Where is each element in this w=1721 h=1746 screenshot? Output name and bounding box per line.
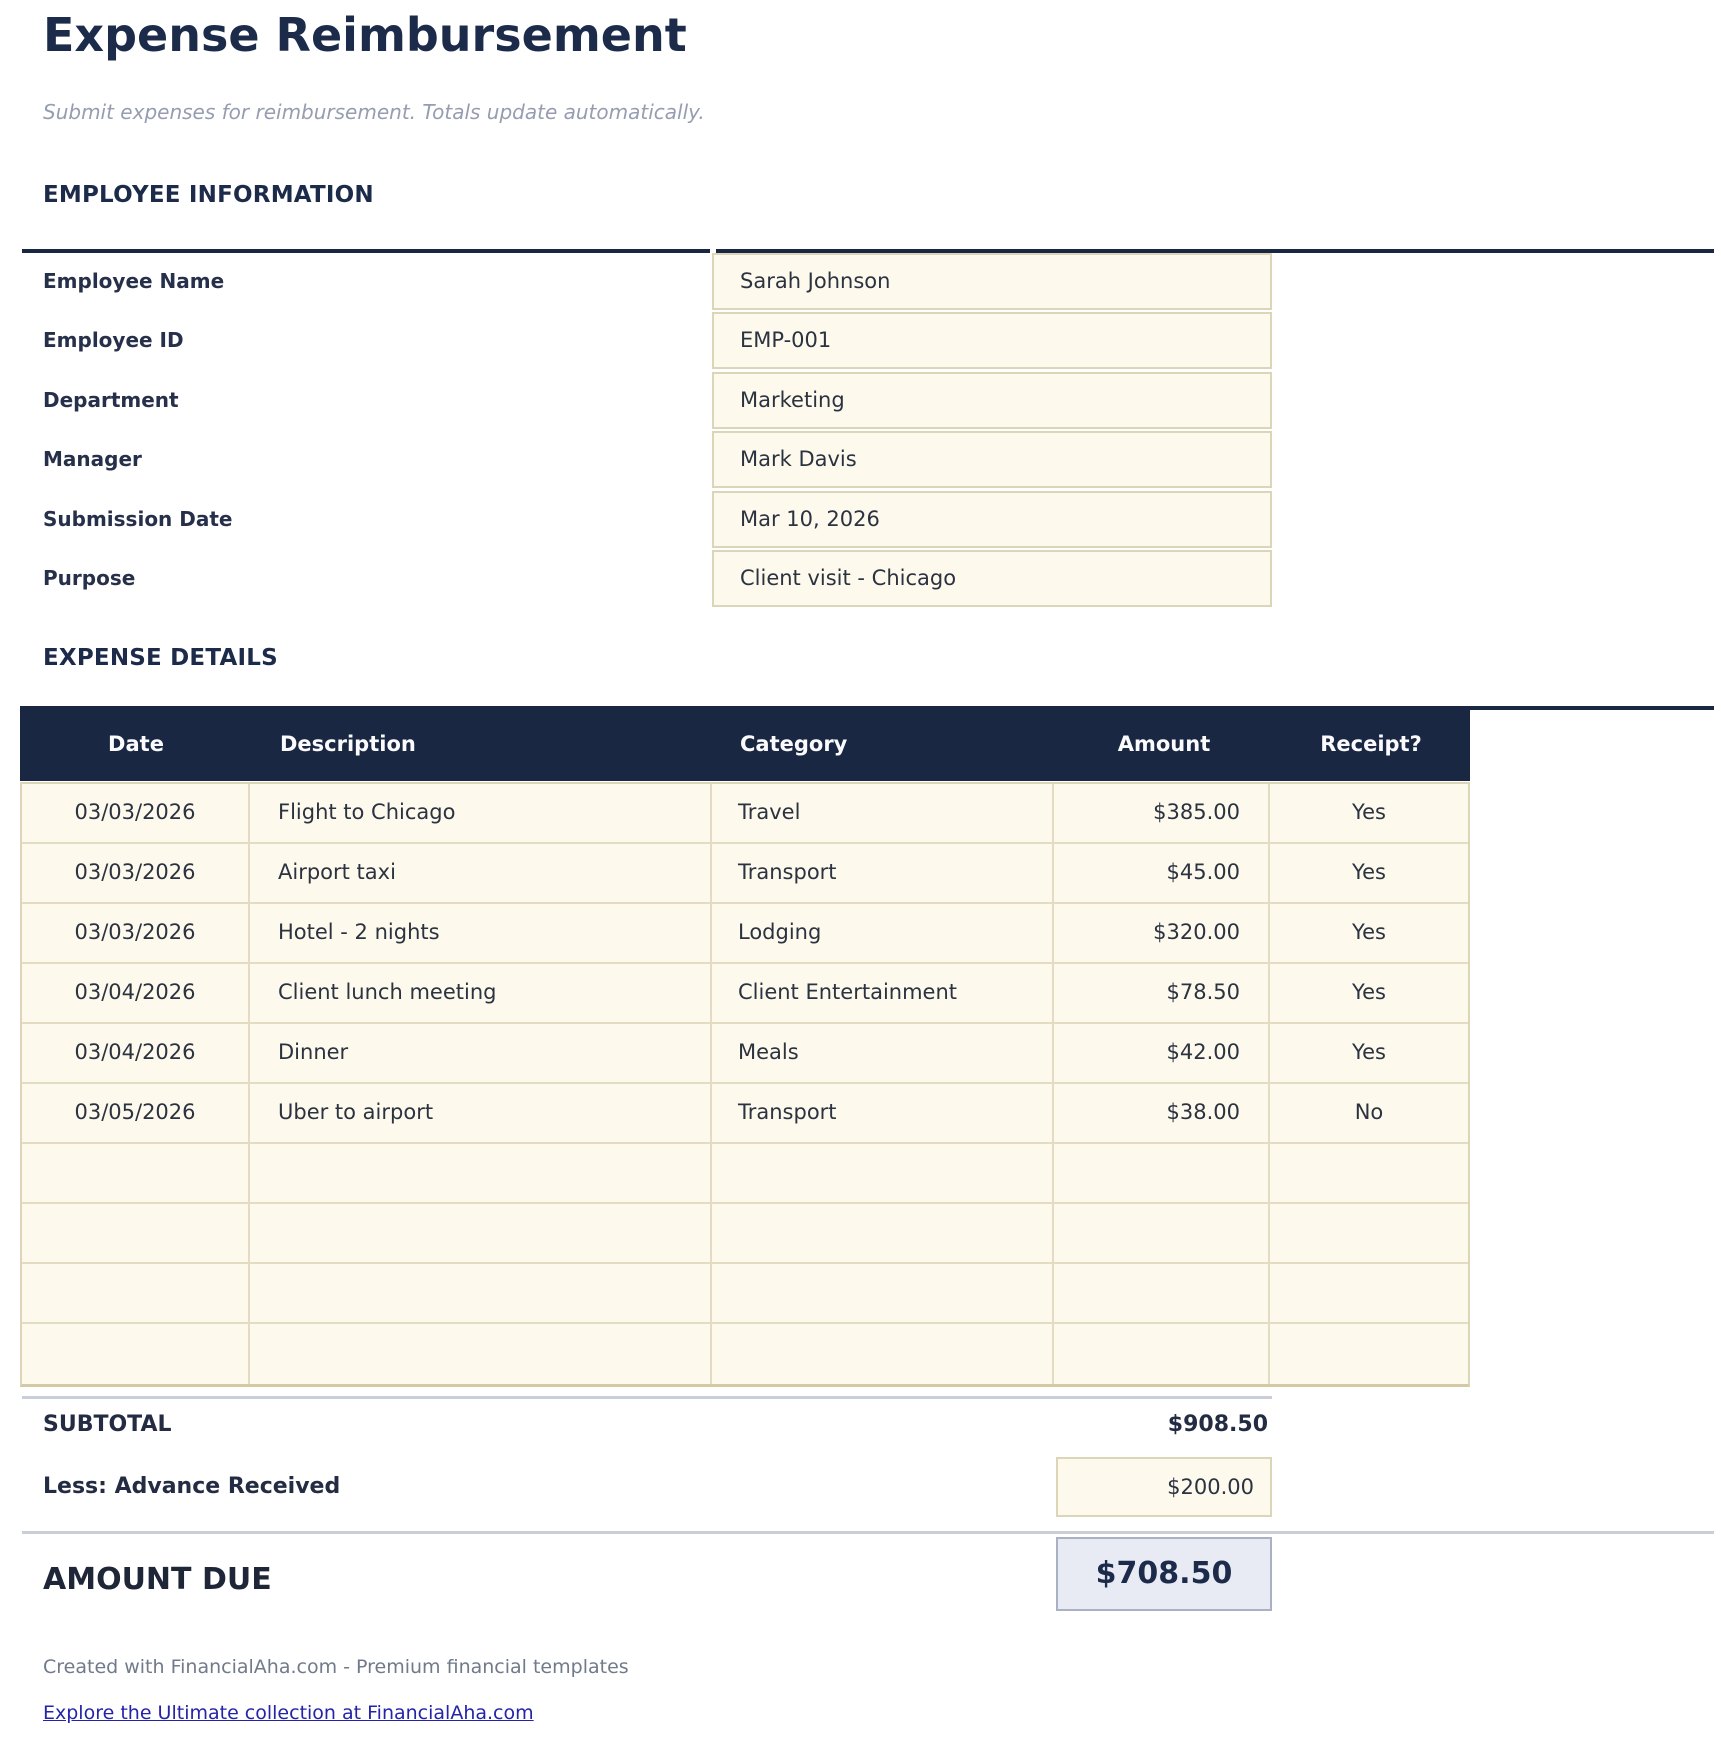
advance-received-field[interactable]: $200.00 [1056, 1457, 1272, 1517]
column-header-category: Category [740, 731, 848, 756]
cell-amount[interactable] [1054, 1204, 1270, 1262]
subtotal-value: $908.50 [1167, 1412, 1268, 1437]
cell-date[interactable]: 03/04/2026 [22, 1024, 250, 1082]
employee-name-row [0, 253, 1721, 310]
cell-amount[interactable]: $78.50 [1054, 964, 1270, 1022]
cell-description[interactable] [250, 1204, 712, 1262]
cell-date[interactable]: 03/05/2026 [22, 1084, 250, 1142]
purpose-field[interactable]: Client visit - Chicago [712, 550, 1272, 607]
purpose-row [0, 550, 1721, 607]
cell-amount[interactable] [1054, 1264, 1270, 1322]
cell-date[interactable] [22, 1324, 250, 1384]
amount-due-divider [22, 1531, 1714, 1534]
column-header-amount: Amount [1117, 731, 1211, 756]
cell-receipt[interactable] [1270, 1144, 1468, 1202]
cell-category[interactable]: Lodging [712, 904, 1054, 962]
cell-receipt[interactable]: Yes [1352, 1040, 1386, 1064]
cell-date[interactable]: 03/04/2026 [22, 964, 250, 1022]
cell-receipt[interactable]: No [1354, 1100, 1384, 1124]
page-title: Expense Reimbursement [43, 8, 687, 62]
subtotal-divider [22, 1396, 1272, 1399]
table-row [22, 844, 1468, 904]
column-header-description: Description [280, 731, 416, 756]
cell-category[interactable]: Meals [712, 1024, 1054, 1082]
cell-category[interactable]: Client Entertainment [712, 964, 1054, 1022]
cell-receipt[interactable] [1270, 1204, 1468, 1262]
table-row-empty [22, 1144, 1468, 1204]
cell-category[interactable]: Transport [712, 844, 1054, 902]
employee-name-field[interactable]: Sarah Johnson [712, 253, 1272, 310]
table-row-empty [22, 1264, 1468, 1324]
cell-date[interactable] [22, 1264, 250, 1322]
table-row [22, 1084, 1468, 1144]
employee-id-label: Employee ID [43, 328, 184, 352]
cell-amount[interactable]: $320.00 [1054, 904, 1270, 962]
page-subtitle: Submit expenses for reimbursement. Totals update automatically. [43, 100, 705, 124]
cell-receipt[interactable]: Yes [1352, 980, 1386, 1004]
cell-receipt[interactable] [1270, 1264, 1468, 1322]
table-row [22, 904, 1468, 964]
cell-date[interactable]: 03/03/2026 [22, 844, 250, 902]
submission-date-row [0, 491, 1721, 548]
purpose-label: Purpose [43, 566, 136, 590]
cell-description[interactable] [250, 1264, 712, 1322]
cell-category[interactable] [712, 1264, 1054, 1322]
cell-description[interactable]: Client lunch meeting [250, 964, 712, 1022]
submission-date-label: Submission Date [43, 507, 233, 531]
cell-amount[interactable]: $38.00 [1054, 1084, 1270, 1142]
submission-date-field[interactable]: Mar 10, 2026 [712, 491, 1272, 548]
department-label: Department [43, 388, 179, 412]
cell-receipt[interactable]: Yes [1352, 920, 1386, 944]
expense-table-body [20, 782, 1470, 1387]
cell-description[interactable] [250, 1324, 712, 1384]
expense-details-heading: EXPENSE DETAILS [43, 645, 278, 671]
table-row [22, 964, 1468, 1024]
cell-description[interactable]: Dinner [250, 1024, 712, 1082]
cell-amount[interactable]: $42.00 [1054, 1024, 1270, 1082]
expense-table-header [20, 706, 1470, 781]
cell-date[interactable] [22, 1204, 250, 1262]
cell-date[interactable]: 03/03/2026 [22, 904, 250, 962]
subtotal-label: SUBTOTAL [43, 1412, 172, 1437]
department-field[interactable]: Marketing [712, 372, 1272, 429]
cell-category[interactable]: Travel [712, 784, 1054, 842]
cell-date[interactable]: 03/03/2026 [22, 784, 250, 842]
table-row [22, 1024, 1468, 1084]
cell-description[interactable]: Uber to airport [250, 1084, 712, 1142]
employee-name-label: Employee Name [43, 269, 225, 293]
cell-description[interactable]: Hotel - 2 nights [250, 904, 712, 962]
footer-collection-link[interactable]: Explore the Ultimate collection at FinancialAha.com [43, 1702, 534, 1724]
manager-row [0, 431, 1721, 488]
column-header-receipt: Receipt? [1320, 731, 1422, 756]
employee-id-row [0, 312, 1721, 369]
cell-receipt[interactable]: Yes [1352, 800, 1386, 824]
employee-id-field[interactable]: EMP-001 [712, 312, 1272, 369]
table-row [22, 784, 1468, 844]
table-row-empty [22, 1204, 1468, 1264]
cell-receipt[interactable] [1270, 1324, 1468, 1384]
employee-information-heading: EMPLOYEE INFORMATION [43, 182, 374, 208]
cell-description[interactable]: Airport taxi [250, 844, 712, 902]
manager-field[interactable]: Mark Davis [712, 431, 1272, 488]
cell-category[interactable] [712, 1324, 1054, 1384]
cell-receipt[interactable]: Yes [1352, 860, 1386, 884]
cell-category[interactable] [712, 1204, 1054, 1262]
cell-category[interactable] [712, 1144, 1054, 1202]
amount-due-label: AMOUNT DUE [43, 1562, 272, 1597]
cell-amount[interactable] [1054, 1144, 1270, 1202]
cell-description[interactable] [250, 1144, 712, 1202]
amount-due-value: $708.50 [1056, 1537, 1272, 1611]
table-row-empty [22, 1324, 1468, 1384]
manager-label: Manager [43, 447, 142, 471]
footer-credit-text: Created with FinancialAha.com - Premium financial templates [43, 1656, 629, 1678]
cell-amount[interactable]: $45.00 [1054, 844, 1270, 902]
cell-category[interactable]: Transport [712, 1084, 1054, 1142]
department-row [0, 372, 1721, 429]
column-header-date: Date [108, 731, 164, 756]
cell-description[interactable]: Flight to Chicago [250, 784, 712, 842]
cell-date[interactable] [22, 1144, 250, 1202]
advance-received-label: Less: Advance Received [43, 1474, 341, 1499]
cell-amount[interactable] [1054, 1324, 1270, 1384]
cell-amount[interactable]: $385.00 [1054, 784, 1270, 842]
